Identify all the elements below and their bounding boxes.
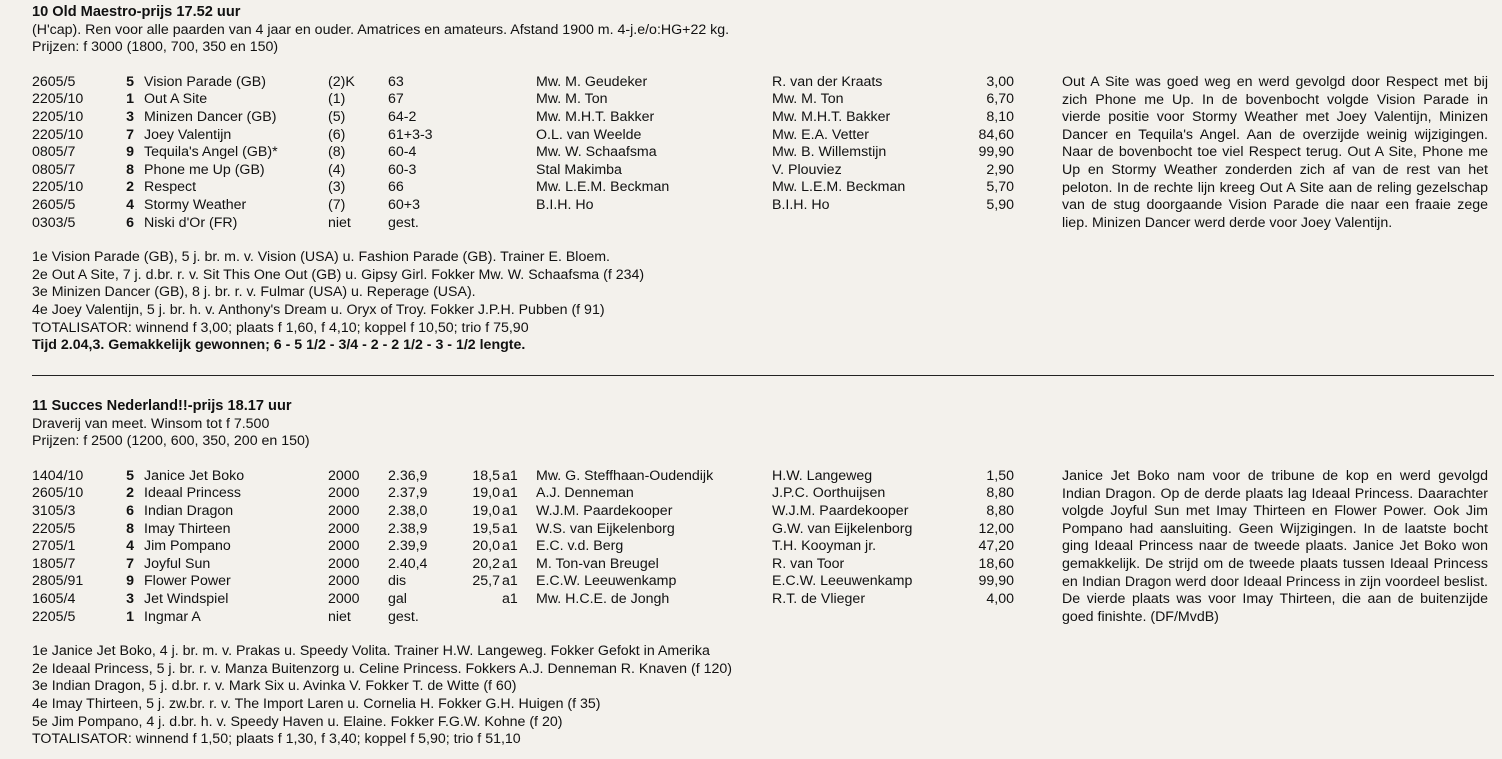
result-line: 1e Janice Jet Boko, 4 j. br. m. v. Prakas u. Speedy Volita. Trainer H.W. Langeweg. Fokker Gefokt in Amerika (32, 643, 710, 660)
race-time: 2.38,9 (388, 520, 428, 537)
form-code: 2805/91 (32, 573, 84, 590)
jockey: V. Plouviez (772, 161, 842, 178)
weight: gest. (388, 214, 419, 231)
jockey: Mw. M. Ton (772, 91, 844, 108)
odds: 47,20 (978, 538, 1014, 555)
jockey: Mw. M.H.T. Bakker (772, 108, 891, 125)
owner: O.L. van Weelde (536, 126, 642, 143)
form-code: 0805/7 (32, 161, 76, 178)
form-code: 2605/5 (32, 73, 76, 90)
stall-position: (2)K (328, 73, 355, 90)
result-line: 4e Joey Valentijn, 5 j. br. h. v. Anthony's Dream u. Oryx of Troy. Fokker J.P.H. Pubben (f 91) (32, 301, 605, 318)
odds: 8,80 (986, 502, 1014, 519)
driver: H.W. Langeweg (772, 467, 873, 484)
horse-number: 7 (126, 126, 134, 143)
horse-number: 2 (126, 485, 134, 502)
driver: G.W. van Eijkelenborg (772, 520, 913, 537)
km-time: 19,5 (472, 520, 500, 537)
form-code: 2205/5 (32, 520, 76, 537)
driver: T.H. Kooyman jr. (772, 538, 877, 555)
odds: 5,70 (986, 179, 1014, 196)
race-title: 10 Old Maestro-prijs 17.52 uur (32, 4, 241, 20)
race-time: dis (388, 573, 407, 590)
distance: 2000 (328, 555, 360, 572)
race-time: gest. (388, 608, 419, 625)
result-line: 3e Indian Dragon, 5 j. d.br. r. v. Mark Six u. Avinka V. Fokker T. de Witte (f 60) (32, 678, 517, 695)
start-code: a1 (502, 502, 518, 519)
form-code: 1404/10 (32, 467, 84, 484)
driver: W.J.M. Paardekooper (772, 502, 909, 519)
horse-number: 5 (126, 467, 134, 484)
race-report: Out A Site was goed weg en werd gevolgd door Respect met bij zich Phone me Up. In de bovenbocht volgde Vision Parade in vierde positie voor Stormy Weather met Joey Valentijn, Minizen Dancer en Tequila's Angel. Aan de overzijde weinig wijzigingen. Naar de bovenbocht toe viel Respect terug. Out A Site, Phone me Up en Stormy Weather zonderden zich af van de rest van het peloton. In de rechte lijn kreeg Out A Site aan de reling gezelschap van de stug doorgaande Vision Parade die naar een fraaie zege liep. Minizen Dancer werd derde voor Joey Valentijn. (1062, 74, 1488, 231)
owner: A.J. Denneman (536, 485, 634, 502)
odds: 8,10 (986, 108, 1014, 125)
form-code: 2205/10 (32, 108, 84, 125)
race-time: 2.36,9 (388, 467, 428, 484)
race-time: gal (388, 590, 407, 607)
owner: Mw. H.C.E. de Jongh (536, 590, 670, 607)
jockey: Mw. E.A. Vetter (772, 126, 869, 143)
owner: Mw. W. Schaafsma (536, 144, 657, 161)
horse-number: 1 (126, 608, 134, 625)
horse-number: 9 (126, 573, 134, 590)
horse-number: 2 (126, 179, 134, 196)
km-time: 19,0 (472, 485, 500, 502)
odds: 8,80 (986, 485, 1014, 502)
weight: 67 (388, 91, 404, 108)
odds: 2,90 (986, 161, 1014, 178)
horse-number: 3 (126, 590, 134, 607)
jockey: B.I.H. Ho (772, 196, 830, 213)
stall-position: (1) (328, 91, 346, 108)
form-code: 2205/10 (32, 126, 84, 143)
distance: 2000 (328, 502, 360, 519)
form-code: 1605/4 (32, 590, 76, 607)
race-title: 11 Succes Nederland!!-prijs 18.17 uur (32, 398, 292, 414)
horse-name: Niski d'Or (FR) (144, 214, 238, 231)
stall-position: (7) (328, 196, 346, 213)
distance: 2000 (328, 485, 360, 502)
odds: 1,50 (986, 467, 1014, 484)
race-conditions: (H'cap). Ren voor alle paarden van 4 jaar en ouder. Amatrices en amateurs. Afstand 1900 m. 4-j.e/o:HG+22 kg. (32, 21, 730, 38)
odds: 99,90 (978, 144, 1014, 161)
result-line: 3e Minizen Dancer (GB), 8 j. br. r. v. Fulmar (USA) u. Reperage (USA). (32, 284, 476, 301)
start-code: a1 (502, 573, 518, 590)
odds: 5,90 (986, 196, 1014, 213)
form-code: 0805/7 (32, 144, 76, 161)
form-code: 1805/7 (32, 555, 76, 572)
horse-number: 4 (126, 538, 134, 555)
horse-name: Tequila's Angel (GB)* (144, 144, 278, 161)
driver: J.P.C. Oorthuijsen (772, 485, 886, 502)
horse-number: 7 (126, 555, 134, 572)
totalisator-line: TOTALISATOR: winnend f 1,50; plaats f 1,30, f 3,40; koppel f 5,90; trio f 51,10 (32, 731, 521, 748)
jockey: Mw. B. Willemstijn (772, 144, 887, 161)
form-code: 3105/3 (32, 502, 76, 519)
odds: 84,60 (978, 126, 1014, 143)
result-line: 2e Out A Site, 7 j. d.br. r. v. Sit This One Out (GB) u. Gipsy Girl. Fokker Mw. W. Schaafsma (f 234) (32, 266, 645, 283)
race-10-section (32, 4, 1494, 355)
owner: Mw. G. Steffhaan-Oudendijk (536, 467, 714, 484)
jockey: R. van der Kraats (772, 73, 883, 90)
horse-name: Janice Jet Boko (144, 467, 245, 484)
form-code: 2605/5 (32, 196, 76, 213)
horse-number: 8 (126, 161, 134, 178)
horse-name: Jim Pompano (144, 538, 231, 555)
distance: 2000 (328, 520, 360, 537)
driver: R. van Toor (772, 555, 845, 572)
horse-name: Indian Dragon (144, 502, 234, 519)
form-code: 2205/10 (32, 91, 84, 108)
start-code: a1 (502, 590, 518, 607)
horse-number: 3 (126, 108, 134, 125)
race-report: Janice Jet Boko nam voor de tribune de kop en werd gevolgd Indian Dragon. Op de derde plaats lag Ideaal Princess. Daarachter volgde Joyful Sun met Imay Thirteen en Flower Power. Ook Jim Pompano had aansluiting. Geen Wijzigingen. In de laatste bocht ging Ideaal Princess naar de tweede plaats. Janice Jet Boko won gemakkelijk. De strijd om de tweede plaats tussen Ideaal Princess en Indian Dragon werd door Ideaal Princess in zijn voordeel beslist. De vierde plaats was voor Imay Thirteen, die aan de buitenzijde goed finishte. (DF/MvdB) (1062, 468, 1488, 625)
owner: Stal Makimba (536, 161, 622, 178)
race-time: 2.40,4 (388, 555, 428, 572)
horse-name: Flower Power (144, 573, 231, 590)
horse-name: Ideaal Princess (144, 485, 241, 502)
stall-position: (5) (328, 108, 346, 125)
start-code: a1 (502, 538, 518, 555)
km-time: 20,2 (472, 555, 500, 572)
stall-position: niet (328, 214, 351, 231)
result-line: 5e Jim Pompano, 4 j. d.br. h. v. Speedy Haven u. Elaine. Fokker F.G.W. Kohne (f 20) (32, 713, 563, 730)
horse-name: Ingmar A (144, 608, 201, 625)
race-conditions: Draverij van meet. Winsom tot f 7.500 (32, 415, 270, 432)
race-time: 2.37,9 (388, 485, 428, 502)
horse-name: Out A Site (144, 91, 208, 108)
horse-number: 1 (126, 91, 134, 108)
odds: 18,60 (978, 555, 1014, 572)
result-line: 2e Ideaal Princess, 5 j. br. r. v. Manza Buitenzorg u. Celine Princess. Fokkers A.J. Denneman R. Knaven (f 120) (32, 660, 732, 677)
distance: 2000 (328, 590, 360, 607)
owner: W.S. van Eijkelenborg (536, 520, 675, 537)
start-code: a1 (502, 555, 518, 572)
horse-number: 6 (126, 214, 134, 231)
distance: 2000 (328, 538, 360, 555)
odds: 3,00 (986, 73, 1014, 90)
distance: 2000 (328, 467, 360, 484)
stall-position: (3) (328, 179, 346, 196)
km-time: 19,0 (472, 502, 500, 519)
km-time: 20,0 (472, 538, 500, 555)
form-code: 2705/1 (32, 538, 76, 555)
race-time: 2.39,9 (388, 538, 428, 555)
weight: 63 (388, 73, 404, 90)
odds: 12,00 (978, 520, 1014, 537)
owner: Mw. M.H.T. Bakker (536, 108, 655, 125)
odds: 6,70 (986, 91, 1014, 108)
weight: 64-2 (388, 108, 417, 125)
stall-position: (6) (328, 126, 346, 143)
horse-number: 5 (126, 73, 134, 90)
horse-name: Imay Thirteen (144, 520, 231, 537)
horse-number: 8 (126, 520, 134, 537)
horse-number: 9 (126, 144, 134, 161)
owner: Mw. M. Geudeker (536, 73, 648, 90)
stall-position: (4) (328, 161, 346, 178)
horse-name: Jet Windspiel (144, 590, 229, 607)
horse-name: Joey Valentijn (144, 126, 232, 143)
form-code: 2205/10 (32, 179, 84, 196)
jockey: Mw. L.E.M. Beckman (772, 179, 906, 196)
owner: E.C.W. Leeuwenkamp (536, 573, 677, 590)
weight: 60+3 (388, 196, 420, 213)
driver: R.T. de Vlieger (772, 590, 866, 607)
weight: 61+3-3 (388, 126, 433, 143)
horse-number: 6 (126, 502, 134, 519)
horse-name: Stormy Weather (144, 196, 247, 213)
horse-name: Minizen Dancer (GB) (144, 108, 277, 125)
km-time: 25,7 (472, 573, 500, 590)
km-time: 18,5 (472, 467, 500, 484)
odds: 99,90 (978, 573, 1014, 590)
start-code: a1 (502, 520, 518, 537)
distance: 2000 (328, 573, 360, 590)
odds: 4,00 (986, 590, 1014, 607)
time-line: Tijd 2.04,3. Gemakkelijk gewonnen; 6 - 5 1/2 - 3/4 - 2 - 2 1/2 - 3 - 1/2 lengte. (32, 337, 526, 354)
form-code: 0303/5 (32, 214, 76, 231)
start-code: a1 (502, 467, 518, 484)
race-prizes: Prijzen: f 2500 (1200, 600, 350, 200 en 150) (32, 433, 310, 450)
weight: 60-4 (388, 144, 417, 161)
driver: E.C.W. Leeuwenkamp (772, 573, 913, 590)
horse-name: Phone me Up (GB) (144, 161, 265, 178)
owner: M. Ton-van Breugel (536, 555, 659, 572)
race-time: 2.38,0 (388, 502, 428, 519)
owner: Mw. L.E.M. Beckman (536, 179, 670, 196)
start-code: a1 (502, 485, 518, 502)
owner: B.I.H. Ho (536, 196, 594, 213)
race-prizes: Prijzen: f 3000 (1800, 700, 350 en 150) (32, 39, 279, 56)
totalisator-line: TOTALISATOR: winnend f 3,00; plaats f 1,60, f 4,10; koppel f 10,50; trio f 75,90 (32, 319, 529, 336)
weight: 60-3 (388, 161, 417, 178)
distance: niet (328, 608, 351, 625)
form-code: 2605/10 (32, 485, 84, 502)
result-line: 4e Imay Thirteen, 5 j. zw.br. r. v. The Import Laren u. Cornelia H. Fokker G.H. Huigen (f 35) (32, 695, 601, 712)
result-line: 1e Vision Parade (GB), 5 j. br. m. v. Vision (USA) u. Fashion Parade (GB). Trainer E. Bloem. (32, 249, 610, 266)
owner: E.C. v.d. Berg (536, 538, 624, 555)
horse-name: Respect (144, 179, 197, 196)
weight: 66 (388, 179, 404, 196)
horse-number: 4 (126, 196, 134, 213)
owner: W.J.M. Paardekooper (536, 502, 673, 519)
owner: Mw. M. Ton (536, 91, 608, 108)
form-code: 2205/5 (32, 608, 76, 625)
horse-name: Vision Parade (GB) (144, 73, 266, 90)
horse-name: Joyful Sun (144, 555, 211, 572)
race-11-section (32, 398, 1494, 749)
section-divider (32, 375, 1494, 376)
stall-position: (8) (328, 144, 346, 161)
